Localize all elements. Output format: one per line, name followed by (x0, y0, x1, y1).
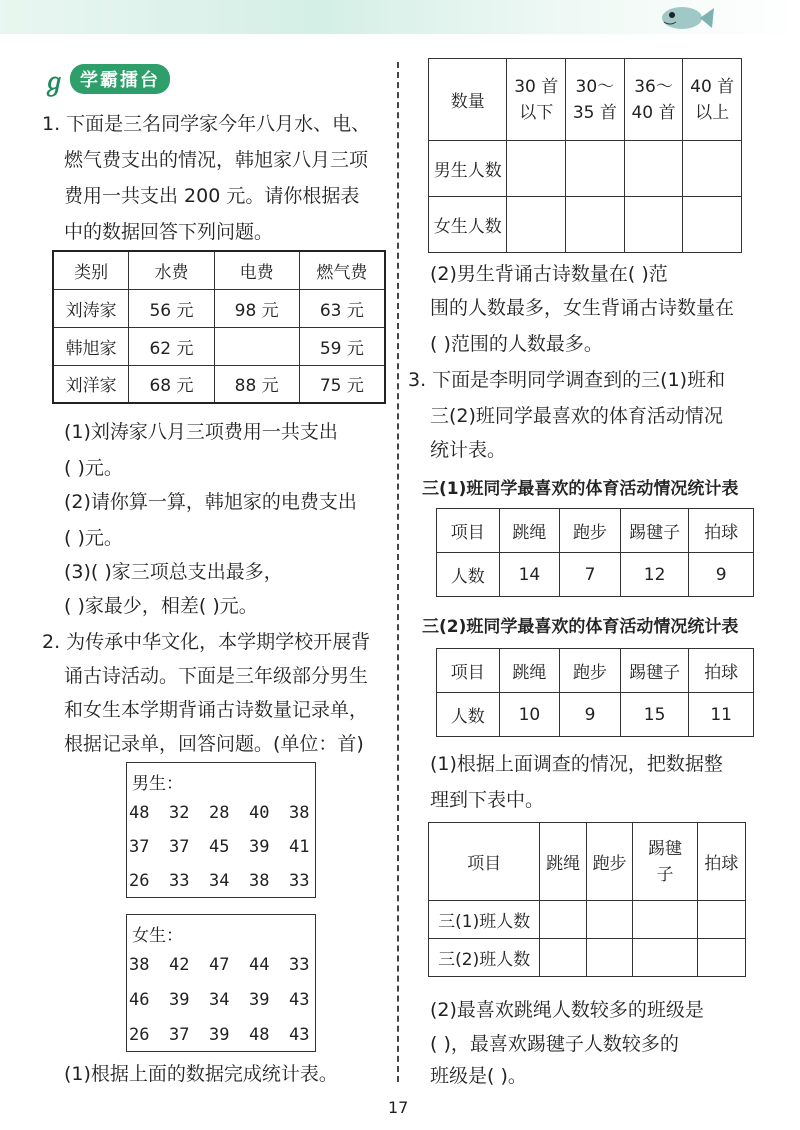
q1-sub: (3)( )家三项总支出最多， (64, 561, 283, 583)
answer-cell[interactable] (697, 901, 745, 939)
q1-line: 燃气费支出的情况，韩旭家八月三项 (64, 149, 369, 171)
record-value: 33 (289, 955, 310, 975)
record-value: 38 (249, 871, 270, 891)
record-value: 38 (289, 803, 310, 823)
boys-label: 男生： (132, 774, 183, 794)
answer-cell[interactable] (540, 901, 586, 939)
q2-sub2: (2)男生背诵古诗数量在( )范 (430, 263, 668, 285)
record-row (129, 1025, 329, 1045)
table-cell: 88 元 (214, 365, 299, 403)
table-cell: 15 (620, 693, 689, 737)
table-header: 跑步 (560, 509, 621, 553)
answer-cell[interactable] (507, 197, 566, 253)
q2-stat-table (428, 58, 742, 253)
table-header: 跑步 (560, 649, 621, 693)
row-label: 三(1)班人数 (429, 901, 540, 939)
answer-cell[interactable] (586, 901, 632, 939)
page-number: 17 (388, 1098, 409, 1117)
table-row (429, 939, 746, 977)
table-cell: 75 元 (299, 365, 385, 403)
table-row (429, 197, 742, 253)
q1-fee-table (52, 250, 386, 404)
q2-line: 诵古诗活动。下面是三年级部分男生 (64, 665, 369, 687)
table-cell: 14 (499, 553, 560, 597)
table-cell (214, 327, 299, 365)
badge-label: 学霸擂台 (70, 64, 170, 94)
record-value: 47 (209, 955, 230, 975)
record-value: 43 (289, 1025, 310, 1045)
record-value: 46 (129, 990, 150, 1010)
q3-table2-title: 三(2)班同学最喜欢的体育活动情况统计表 (422, 617, 739, 637)
table-cell: 56 元 (129, 289, 214, 327)
answer-cell[interactable] (697, 939, 745, 977)
record-row (129, 837, 329, 857)
answer-cell[interactable] (540, 939, 586, 977)
record-row (129, 990, 329, 1010)
record-value: 39 (249, 837, 270, 857)
column-divider (397, 62, 399, 1082)
table-header: 拍球 (689, 649, 754, 693)
record-value: 39 (169, 990, 190, 1010)
q3-table1-title: 三(1)班同学最喜欢的体育活动情况统计表 (422, 479, 739, 499)
table-header: 拍球 (697, 823, 745, 901)
table-cell: 63 元 (299, 289, 385, 327)
runner-icon: ℊ (42, 67, 66, 96)
table-header: 踢毽子 (620, 509, 689, 553)
table-header: 踢毽子 (620, 649, 689, 693)
q2-sub2: 围的人数最多，女生背诵古诗数量在 (430, 297, 735, 319)
q1-sub: (2)请你算一算，韩旭家的电费支出 (64, 491, 357, 513)
q1-sub: ( )元。 (64, 457, 123, 479)
row-label: 女生人数 (429, 197, 507, 253)
row-label: 人数 (437, 693, 500, 737)
table-row (437, 553, 754, 597)
row-label: 男生人数 (429, 141, 507, 197)
table-header: 踢毽子 (633, 823, 697, 901)
q3-sub1: (1)根据上面调查的情况，把数据整 (430, 753, 723, 775)
answer-cell[interactable] (566, 197, 625, 253)
table-header: 拍球 (689, 509, 754, 553)
record-row (129, 955, 329, 975)
q3-merge-table (428, 822, 746, 977)
table-cell: 刘涛家 (53, 289, 129, 327)
table-cell: 62 元 (129, 327, 214, 365)
table-header: 36～ 40 首 (624, 59, 683, 141)
q2-sub1: (1)根据上面的数据完成统计表。 (64, 1063, 338, 1085)
record-value: 26 (129, 1025, 150, 1045)
record-row (129, 871, 329, 891)
q2-sub2: ( )范围的人数最多。 (430, 333, 603, 355)
answer-cell[interactable] (566, 141, 625, 197)
record-value: 34 (209, 871, 230, 891)
table-cell: 刘洋家 (53, 365, 129, 403)
girls-label: 女生： (132, 926, 183, 946)
q2-line: 和女生本学期背诵古诗数量记录单， (64, 699, 369, 721)
row-label: 人数 (437, 553, 500, 597)
table-header: 项目 (429, 823, 540, 901)
q1-line: 1. 下面是三名同学家今年八月水、电、 (42, 113, 371, 135)
record-value: 33 (289, 871, 310, 891)
q3-table1 (436, 508, 754, 597)
q3-line: 三(2)班同学最喜欢的体育活动情况 (430, 405, 723, 427)
record-value: 32 (169, 803, 190, 823)
table-row (437, 693, 754, 737)
answer-cell[interactable] (586, 939, 632, 977)
record-value: 41 (289, 837, 310, 857)
table-header: 跳绳 (540, 823, 586, 901)
record-value: 39 (249, 990, 270, 1010)
record-value: 45 (209, 837, 230, 857)
table-header: 电费 (214, 251, 299, 289)
table-cell: 10 (499, 693, 560, 737)
record-value: 37 (169, 1025, 190, 1045)
q3-line: 3. 下面是李明同学调查到的三(1)班和 (408, 369, 726, 391)
q1-line: 中的数据回答下列问题。 (64, 221, 274, 243)
q1-sub: ( )元。 (64, 527, 123, 549)
record-value: 43 (289, 990, 310, 1010)
table-header: 40 首 以上 (683, 59, 742, 141)
record-value: 44 (249, 955, 270, 975)
table-cell: 9 (689, 553, 754, 597)
table-header: 类别 (53, 251, 129, 289)
table-header: 燃气费 (299, 251, 385, 289)
record-value: 48 (129, 803, 150, 823)
table-header: 项目 (437, 509, 500, 553)
answer-cell[interactable] (624, 197, 683, 253)
answer-cell[interactable] (633, 939, 697, 977)
table-header: 数量 (429, 59, 507, 141)
table-cell: 12 (620, 553, 689, 597)
boys-record-card (126, 762, 316, 898)
record-value: 28 (209, 803, 230, 823)
answer-cell[interactable] (683, 197, 742, 253)
answer-cell[interactable] (633, 901, 697, 939)
table-cell: 98 元 (214, 289, 299, 327)
q3-sub2: 班级是( )。 (430, 1065, 527, 1087)
answer-cell[interactable] (683, 141, 742, 197)
record-value: 37 (129, 837, 150, 857)
table-row (429, 141, 742, 197)
q3-line: 统计表。 (430, 439, 507, 461)
q1-sub: (1)刘涛家八月三项费用一共支出 (64, 421, 338, 443)
q1-sub: ( )家最少，相差( )元。 (64, 595, 258, 617)
q2-line: 2. 为传承中华文化，本学期学校开展背 (42, 631, 371, 653)
row-label: 三(2)班人数 (429, 939, 540, 977)
table-row (53, 327, 385, 365)
record-value: 33 (169, 871, 190, 891)
table-cell: 68 元 (129, 365, 214, 403)
table-cell: 韩旭家 (53, 327, 129, 365)
table-row (53, 365, 385, 403)
table-header: 水费 (129, 251, 214, 289)
record-value: 40 (249, 803, 270, 823)
record-value: 34 (209, 990, 230, 1010)
table-cell: 59 元 (299, 327, 385, 365)
record-value: 26 (129, 871, 150, 891)
q3-sub2: ( )，最喜欢踢毽子人数较多的 (430, 1033, 679, 1055)
table-cell: 7 (560, 553, 621, 597)
section-badge (42, 64, 170, 94)
record-value: 48 (249, 1025, 270, 1045)
table-header: 跳绳 (499, 649, 560, 693)
record-value: 39 (209, 1025, 230, 1045)
q3-sub1: 理到下表中。 (430, 789, 545, 811)
table-header: 项目 (437, 649, 500, 693)
table-header: 跳绳 (499, 509, 560, 553)
table-cell: 11 (689, 693, 754, 737)
record-value: 37 (169, 837, 190, 857)
girls-record-card (126, 914, 316, 1052)
record-row (129, 803, 329, 823)
table-header: 跑步 (586, 823, 632, 901)
q3-table2 (436, 648, 754, 737)
q3-sub2: (2)最喜欢跳绳人数较多的班级是 (430, 999, 704, 1021)
answer-cell[interactable] (507, 141, 566, 197)
table-header: 30～ 35 首 (566, 59, 625, 141)
record-value: 38 (129, 955, 150, 975)
table-row (53, 289, 385, 327)
record-value: 42 (169, 955, 190, 975)
q1-line: 费用一共支出 200 元。请你根据表 (64, 185, 360, 207)
answer-cell[interactable] (624, 141, 683, 197)
table-cell: 9 (560, 693, 621, 737)
q2-line: 根据记录单，回答问题。(单位：首) (64, 733, 364, 755)
table-header: 30 首 以下 (507, 59, 566, 141)
fish-mascot-icon (648, 0, 718, 40)
table-row (429, 901, 746, 939)
